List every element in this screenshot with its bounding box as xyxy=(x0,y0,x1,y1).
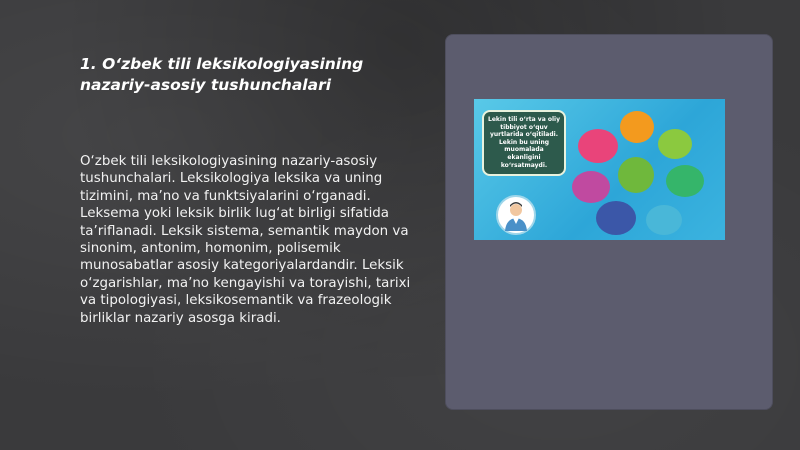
slide-title-line-1: 1. O‘zbek tili leksikologiyasining xyxy=(80,55,364,73)
bubble-light-green xyxy=(658,129,692,159)
slide-title xyxy=(80,54,410,96)
bubble-center-green xyxy=(618,157,654,193)
bubble-blue xyxy=(596,201,636,235)
doctor-avatar-icon xyxy=(496,195,536,235)
infographic-image xyxy=(474,99,725,240)
slide-title-line-2: nazariy-asosiy tushunchalari xyxy=(80,76,332,94)
infographic-text-box: Lekin tili o‘rta va oliy tibbiyot o‘quv yurtlarida o‘qitiladi. Lekin bu uning muomalada ekanligini ko‘rsatmaydi. xyxy=(482,110,566,176)
slide-body-text: O‘zbek tili leksikologiyasining nazariy-asosiy tushunchalari. Leksikologiya leksika va uning tizimini, ma’no va funktsiyalarini o‘rganadi. Leksema yoki leksik birlik lug‘at birligi sifatida ta’riflanadi. Leksik sistema, semantik maydon va sinonim, antonim, homonim, polisemik munosabatlar asosiy kategoriyalardandir. Leksik o‘zgarishlar, ma’no kengayishi va torayishi, tarixi va tipologiyasi, leksikosemantik va frazeologik birliklar nazariy asosga kiradi. xyxy=(80,154,411,326)
bubble-orange xyxy=(620,111,654,143)
bubble-pink xyxy=(578,129,618,163)
bubble-green xyxy=(666,165,704,197)
bubble-magenta xyxy=(572,171,610,203)
bubble-cyan xyxy=(646,205,682,235)
